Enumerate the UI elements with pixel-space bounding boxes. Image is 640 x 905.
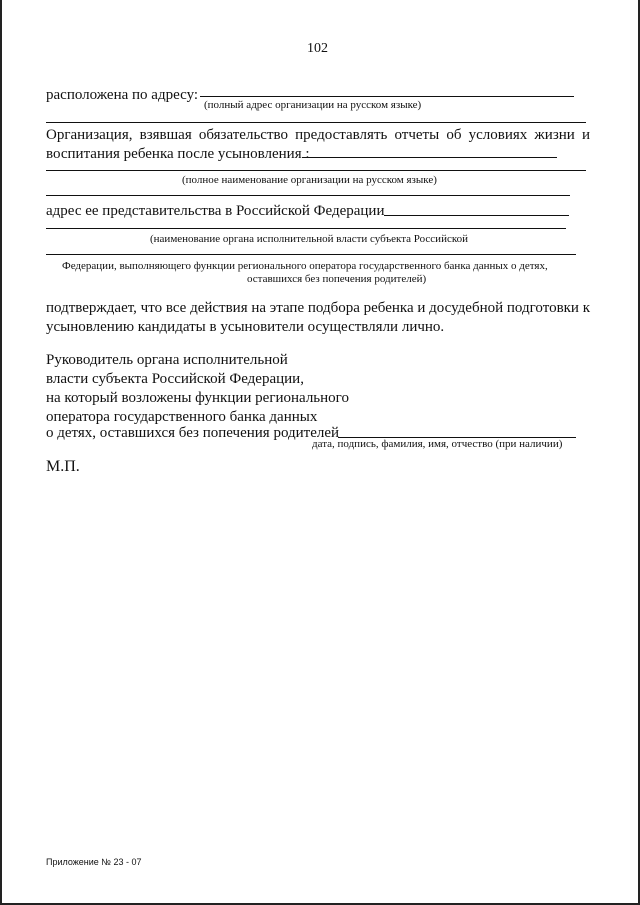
rep-address-line-2 <box>46 228 566 229</box>
org-name-line <box>302 157 557 158</box>
rep-address-line <box>384 215 569 216</box>
confirm-line1: подтверждает, что все действия на этапе подбора ребенка и досудебной подготовки к <box>46 300 590 316</box>
authority-hint-line3: оставшихся без попечения родителей) <box>247 273 427 285</box>
authority-hint-line2: Федерации, выполняющего функции регионального оператора государственного банка данных о детях, <box>62 260 548 272</box>
confirm-line2: усыновлению кандидаты в усыновители осуществляли лично. <box>46 319 445 335</box>
address-hint: (полный адрес организации на русском языке) <box>204 99 422 111</box>
address-label: расположена по адресу: <box>46 87 199 103</box>
authority-line <box>46 254 576 255</box>
org-name-hint: (полное наименование организации на русском языке) <box>182 174 437 186</box>
footer: Приложение № 23 - 07 <box>46 857 142 867</box>
seal-placeholder: М.П. <box>46 458 80 475</box>
head-line1: Руководитель органа исполнительной <box>46 352 288 368</box>
head-line3: на который возложены функции регионального <box>46 390 349 406</box>
rep-address-label: адрес ее представительства в Российской Федерации <box>46 203 385 219</box>
org-name-line-2 <box>46 170 586 171</box>
signature-hint: дата, подпись, фамилия, имя, отчество (при наличии) <box>312 438 563 450</box>
address-line-2 <box>46 122 586 123</box>
org-text-line2: воспитания ребенка после усыновления : <box>46 146 310 162</box>
org-name-line-3 <box>46 195 570 196</box>
head-line5: о детях, оставшихся без попечения родителей <box>46 425 340 441</box>
address-line <box>200 96 574 97</box>
authority-hint-line1: (наименование органа исполнительной власти субъекта Российской <box>150 233 469 245</box>
page-number: 102 <box>307 41 328 56</box>
org-text-line1: Организация, взявшая обязательство предоставлять отчеты об условиях жизни и <box>46 127 590 143</box>
head-line2: власти субъекта Российской Федерации, <box>46 371 304 387</box>
head-line4: оператора государственного банка данных <box>46 409 318 425</box>
